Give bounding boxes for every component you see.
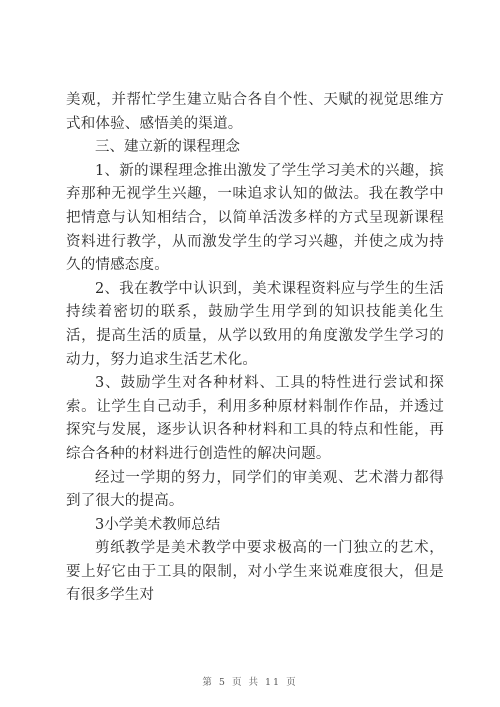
section-heading: 三、建立新的课程理念: [95, 139, 240, 156]
page-footer: 第 5 页 共 11 页: [202, 677, 298, 688]
paragraph: 剪纸教学是美术教学中要求极高的一门独立的艺术，要上好它由于工具的限制，对小学生来说难度很大，但是有很多学生对: [66, 540, 444, 604]
paragraph: 经过一学期的努力，同学们的审美观、艺术潜力都得到了很大的提高。: [66, 469, 444, 510]
paragraph: 1、新的课程理念推出激发了学生学习美术的兴趣，摈弃那种无视学生兴趣，一味追求认知的做法。我在教学中把情意与认知相结合，以简单活泼多样的方式呈现新课程资料进行教学，从而激发学生的学习兴趣，并使之成为持久的情感态度。: [66, 162, 444, 274]
paragraph: 3、鼓励学生对各种材料、工具的特性进行尝试和探索。让学生自己动手，利用多种原材料制作作品，并透过探究与发展，逐步认识各种材料和工具的特点和性能，再综合各种的材料进行创造性的解决问题。: [66, 375, 444, 462]
paragraph: 2、我在教学中认识到，美术课程资料应与学生的生活持续着密切的联系，鼓励学生用学到的知识技能美化生活，提高生活的质量，从学以致用的角度激发学生学习的动力，努力追求生活艺术化。: [66, 280, 444, 368]
section-heading: 3小学美术教师总结: [95, 516, 221, 533]
document-body: [66, 89, 444, 608]
paragraph-continuation: 美观，并帮忙学生建立贴合各自个性、天赋的视觉思维方式和体验、感悟美的渠道。: [66, 92, 444, 132]
